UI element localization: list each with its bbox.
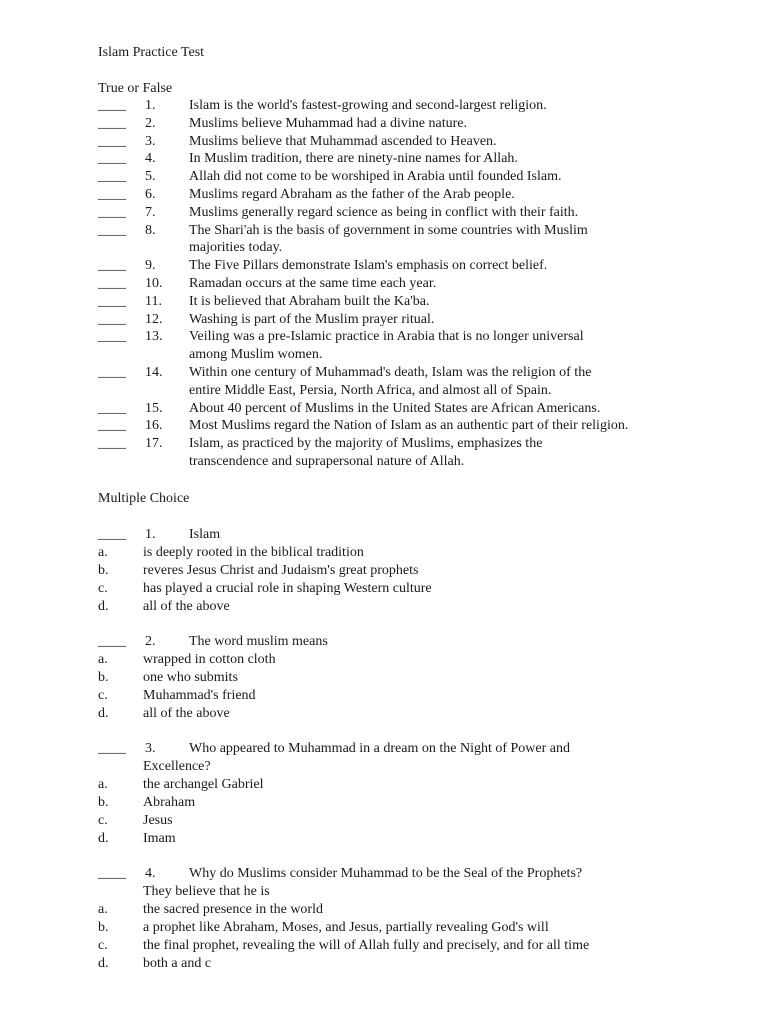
statement-text: Muslims regard Abraham as the father of the Arab people. bbox=[189, 187, 515, 202]
question-text: Islam bbox=[189, 527, 221, 542]
statement-text: Within one century of Muhammad's death, Islam was the religion of the bbox=[189, 365, 592, 380]
question-text: They believe that he is bbox=[143, 884, 270, 899]
answer-blank: ____ bbox=[98, 223, 126, 238]
item-number: 6. bbox=[145, 187, 156, 202]
option-text: reveres Jesus Christ and Judaism's great prophets bbox=[143, 563, 419, 578]
option-text: Imam bbox=[143, 831, 176, 846]
statement-text: Islam, as practiced by the majority of Muslims, emphasizes the bbox=[189, 436, 543, 451]
statement-text: Ramadan occurs at the same time each year. bbox=[189, 276, 437, 291]
option-text: both a and c bbox=[143, 956, 212, 971]
option-letter: a. bbox=[98, 777, 108, 792]
answer-blank: ____ bbox=[98, 436, 126, 451]
answer-blank: ____ bbox=[98, 276, 126, 291]
answer-blank: ____ bbox=[98, 134, 126, 149]
answer-blank: ____ bbox=[98, 187, 126, 202]
answer-blank: ____ bbox=[98, 98, 126, 113]
option-letter: c. bbox=[98, 813, 108, 828]
statement-text: The Five Pillars demonstrate Islam's emphasis on correct belief. bbox=[189, 258, 548, 273]
item-number: 2. bbox=[145, 116, 156, 131]
true-false-heading: True or False bbox=[98, 81, 173, 96]
answer-blank: ____ bbox=[98, 866, 126, 881]
item-number: 11. bbox=[145, 294, 162, 309]
option-text: wrapped in cotton cloth bbox=[143, 652, 276, 667]
item-number: 10. bbox=[145, 276, 163, 291]
statement-text: Muslims believe Muhammad had a divine nature. bbox=[189, 116, 467, 131]
statement-text: Allah did not come to be worshiped in Arabia until founded Islam. bbox=[189, 169, 562, 184]
option-letter: c. bbox=[98, 938, 108, 953]
statement-text: transcendence and suprapersonal nature of Allah. bbox=[189, 454, 465, 469]
option-letter: d. bbox=[98, 831, 109, 846]
answer-blank: ____ bbox=[98, 312, 126, 327]
statement-text: About 40 percent of Muslims in the United States are African Americans. bbox=[189, 401, 601, 416]
answer-blank: ____ bbox=[98, 205, 126, 220]
option-letter: a. bbox=[98, 652, 108, 667]
option-text: all of the above bbox=[143, 599, 230, 614]
item-number: 1. bbox=[145, 98, 156, 113]
answer-blank: ____ bbox=[98, 418, 126, 433]
answer-blank: ____ bbox=[98, 169, 126, 184]
question-number: 4. bbox=[145, 866, 156, 881]
answer-blank: ____ bbox=[98, 401, 126, 416]
answer-blank: ____ bbox=[98, 365, 126, 380]
statement-text: Most Muslims regard the Nation of Islam as an authentic part of their religion. bbox=[189, 418, 629, 433]
option-text: a prophet like Abraham, Moses, and Jesus, partially revealing God's will bbox=[143, 920, 549, 935]
answer-blank: ____ bbox=[98, 151, 126, 166]
option-letter: c. bbox=[98, 581, 108, 596]
item-number: 16. bbox=[145, 418, 163, 433]
document-title: Islam Practice Test bbox=[98, 45, 205, 60]
item-number: 15. bbox=[145, 401, 163, 416]
statement-text: majorities today. bbox=[189, 240, 283, 255]
answer-blank: ____ bbox=[98, 294, 126, 309]
statement-text: entire Middle East, Persia, North Africa, and almost all of Spain. bbox=[189, 383, 552, 398]
statement-text: Muslims generally regard science as being in conflict with their faith. bbox=[189, 205, 579, 220]
option-text: is deeply rooted in the biblical tradition bbox=[143, 545, 364, 560]
question-number: 1. bbox=[145, 527, 156, 542]
answer-blank: ____ bbox=[98, 634, 126, 649]
item-number: 13. bbox=[145, 329, 163, 344]
option-letter: b. bbox=[98, 670, 109, 685]
question-number: 3. bbox=[145, 741, 156, 756]
option-letter: b. bbox=[98, 795, 109, 810]
answer-blank: ____ bbox=[98, 258, 126, 273]
statement-text: Veiling was a pre-Islamic practice in Arabia that is no longer universal bbox=[189, 329, 584, 344]
statement-text: In Muslim tradition, there are ninety-nine names for Allah. bbox=[189, 151, 518, 166]
option-text: the archangel Gabriel bbox=[143, 777, 264, 792]
question-number: 2. bbox=[145, 634, 156, 649]
option-text: one who submits bbox=[143, 670, 238, 685]
statement-text: Washing is part of the Muslim prayer ritual. bbox=[189, 312, 435, 327]
option-letter: d. bbox=[98, 706, 109, 721]
option-text: all of the above bbox=[143, 706, 230, 721]
option-letter: b. bbox=[98, 563, 109, 578]
statement-text: The Shari'ah is the basis of government in some countries with Muslim bbox=[189, 223, 588, 238]
multiple-choice-heading: Multiple Choice bbox=[98, 491, 190, 506]
item-number: 17. bbox=[145, 436, 163, 451]
item-number: 14. bbox=[145, 365, 163, 380]
answer-blank: ____ bbox=[98, 329, 126, 344]
statement-text: among Muslim women. bbox=[189, 347, 323, 362]
question-text: Why do Muslims consider Muhammad to be the Seal of the Prophets? bbox=[189, 866, 583, 881]
option-text: Muhammad's friend bbox=[143, 688, 256, 703]
item-number: 8. bbox=[145, 223, 156, 238]
item-number: 7. bbox=[145, 205, 156, 220]
option-letter: a. bbox=[98, 902, 108, 917]
item-number: 9. bbox=[145, 258, 156, 273]
option-text: Jesus bbox=[143, 813, 173, 828]
item-number: 4. bbox=[145, 151, 156, 166]
answer-blank: ____ bbox=[98, 116, 126, 131]
item-number: 3. bbox=[145, 134, 156, 149]
option-letter: d. bbox=[98, 599, 109, 614]
question-text: Excellence? bbox=[143, 759, 211, 774]
item-number: 5. bbox=[145, 169, 156, 184]
option-text: has played a crucial role in shaping Western culture bbox=[143, 581, 432, 596]
answer-blank: ____ bbox=[98, 741, 126, 756]
option-letter: d. bbox=[98, 956, 109, 971]
question-text: The word muslim means bbox=[189, 634, 328, 649]
option-letter: c. bbox=[98, 688, 108, 703]
option-text: the sacred presence in the world bbox=[143, 902, 323, 917]
option-text: Abraham bbox=[143, 795, 196, 810]
statement-text: It is believed that Abraham built the Ka'ba. bbox=[189, 294, 430, 309]
statement-text: Islam is the world's fastest-growing and second-largest religion. bbox=[189, 98, 547, 113]
item-number: 12. bbox=[145, 312, 163, 327]
answer-blank: ____ bbox=[98, 527, 126, 542]
question-text: Who appeared to Muhammad in a dream on the Night of Power and bbox=[189, 741, 571, 756]
option-letter: b. bbox=[98, 920, 109, 935]
option-text: the final prophet, revealing the will of Allah fully and precisely, and for all time bbox=[143, 938, 590, 953]
option-letter: a. bbox=[98, 545, 108, 560]
statement-text: Muslims believe that Muhammad ascended to Heaven. bbox=[189, 134, 497, 149]
